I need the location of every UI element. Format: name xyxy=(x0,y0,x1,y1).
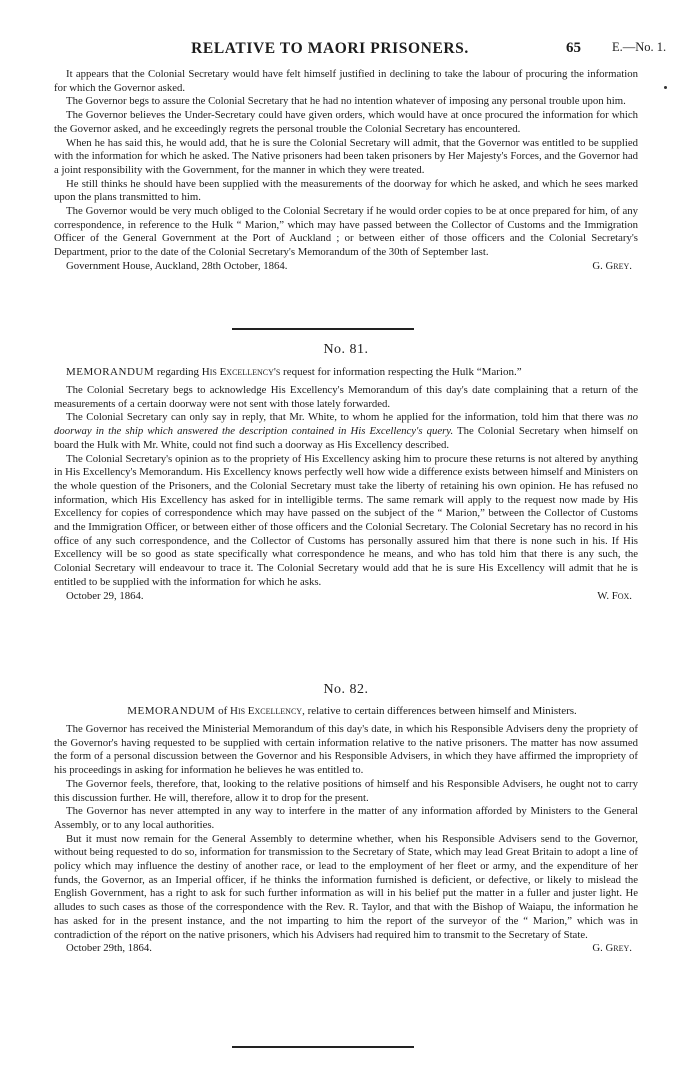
signature: W. Fox. xyxy=(597,589,632,602)
place-date: Government House, Auckland, 28th October, 1864. xyxy=(66,259,288,272)
memo-title: MEMORANDUM of His Excellency, relative to certain differences between himself and Ministers. xyxy=(127,705,577,717)
page-header xyxy=(0,40,700,60)
paragraph: The Colonial Secretary can only say in reply, that Mr. White, to whom he applied for the information, told him that there was no doorway in the ship which answered the description contained in His Excellency's query. The Colonial Secretary when himself on board the Hulk with Mr. White, could not find such a doorway as His Excellency described. xyxy=(54,411,638,451)
paragraph: The Governor has never attempted in any way to interfere in the matter of any information afforded by Ministers to the General Assembly, or to any local authorities. xyxy=(54,805,638,831)
document-reference: E.—No. 1. xyxy=(612,40,667,54)
paragraph: It appears that the Colonial Secretary would have felt himself justified in declining to take the labour of procuring the information for which the Governor asked. xyxy=(54,68,638,94)
paragraph: The Governor begs to assure the Colonial Secretary that he had no intention whatever of imposing any personal trouble upon him. xyxy=(66,95,626,108)
section-divider xyxy=(232,1046,414,1048)
page-number: 65 xyxy=(566,40,581,56)
signature: G. Grey. xyxy=(592,259,632,272)
memo-continuation xyxy=(54,68,638,274)
section-divider xyxy=(232,328,414,330)
memo-number: No. 81. xyxy=(323,342,369,357)
paragraph: The Governor has received the Ministerial Memorandum of this day's date, in which his Responsible Advisers deny the propriety of the Governor's having requested to be supplied with certain information relative to the native prisoners. The matter has now assumed the form of a personal discussion between the Governor and his Responsible Advisers, in which they have affirmed the impropriety of his proceedings in asking for information he believes he was entitled to. xyxy=(54,723,638,777)
paragraph: The Colonial Secretary begs to acknowledge His Excellency's Memorandum of this day's date complaining that a return of the measurements of a certain doorway were not sent with those lately forwarded. xyxy=(54,384,638,410)
signature-line xyxy=(54,942,638,956)
date: October 29, 1864. xyxy=(66,589,144,602)
paragraph: When he has said this, he would add, that he is sure the Colonial Secretary will admit, that the Governor was entitled to be supplied with the information for which he asked. The Native prisoners had been taken prisoners by Her Majesty's Forces, and the Governor had a joint responsibility with the Government, for the manner in which they were treated. xyxy=(54,136,638,176)
paragraph: The Colonial Secretary's opinion as to the propriety of His Excellency asking him to procure these returns is not altered by anything in His Excellency's Memorandum. His Excellency knows perfectly well how wide a difference exists between himself and Ministers on the whole question of the Prisoners, and the Colonial Secretary must take the liberty of retaining his own opinion. He has refused no information, which His Excellency has asked for in intelligible terms. The same remark will apply to the request now made by His Excellency for copies of correspondence which may have passed on the subject of the “ Marion,” between the Collector of Customs and the Immigration Officer, or between either of those officers and the Colonial Secretary. The Colonial Secretary has no record in his office of any such correspondence, and the Collector of Customs has personally assured him that there is none such in his. If His Excellency will be so good as state specifically what correspondence he means, and who has told him that there is any such, the Colonial Secretary will endeavour to trace it. The Colonial Secretary would add that he is sure His Excellency will admit that he is entitled to be supplied with the information for which he asks. xyxy=(54,452,638,588)
signature: G. Grey. xyxy=(592,942,632,955)
paragraph: The Governor feels, therefore, that, looking to the relative positions of himself and his Responsible Advisers, he ought not to carry this discussion further. He will, therefore, allow it to drop for the present. xyxy=(54,777,638,804)
running-title: RELATIVE TO MAORI PRISONERS. xyxy=(191,40,469,57)
memo-82 xyxy=(54,704,638,956)
memo-number: No. 82. xyxy=(323,682,369,697)
paragraph: The Governor would be very much obliged to the Colonial Secretary if he would order copies to be at once prepared for him, of any correspondence, in reference to the Hulk “ Marion,” which may have passed between the Collector of Customs and the Immigration Officer of the General Government at the Port of Auckland ; or between either of those officers and the Colonial Secretary's Department, prior to the date of the Colonial Secretary's Memorandum of the 30th of September last. xyxy=(54,205,638,259)
signature-line xyxy=(54,260,638,274)
memo-title: MEMORANDUM regarding His Excellency's request for information respecting the Hulk “Marion.” xyxy=(66,366,522,378)
signature-line xyxy=(54,590,638,604)
date: October 29th, 1864. xyxy=(66,942,152,955)
paragraph: But it must now remain for the General Assembly to determine whether, when his Responsible Advisers send to the Governor, without being requested to do so, information for transmission to the Secretary of State, which may lead Great Britain to adopt a line of policy which may influence the destiny of another race, or lead to the employment of her fleet or army, and the expenditure of her funds, the Governor, as an Imperial officer, if he thinks the information furnished is deficient, or defective, or likely to mislead the English Government, has a right to ask for such further information as will in his belief put the matter in a fuller and juster light. He alludes to such cases as those of the correspondence with the Rev. R. Taylor, and that with the Bishop of Waiapu, the information he has asked for in the present instance, and the not imparting to him the report of the surveyor of the “ Marion,” which was in contradiction of the réport on the native prisoners, which his Advisers had required him to transmit to the Secretary of State. xyxy=(54,832,638,941)
margin-mark xyxy=(664,86,667,89)
memo-81 xyxy=(54,365,638,603)
paragraph: The Governor believes the Under-Secretary could have given orders, which would have at once procured the information for which the Governor asked, and he exceedingly regrets the personal trouble the Colonial Secretary has encountered. xyxy=(54,109,638,135)
paragraph: He still thinks he should have been supplied with the measurements of the doorway for which he asked, and which he sees marked upon the plans transmitted to him. xyxy=(54,177,638,204)
